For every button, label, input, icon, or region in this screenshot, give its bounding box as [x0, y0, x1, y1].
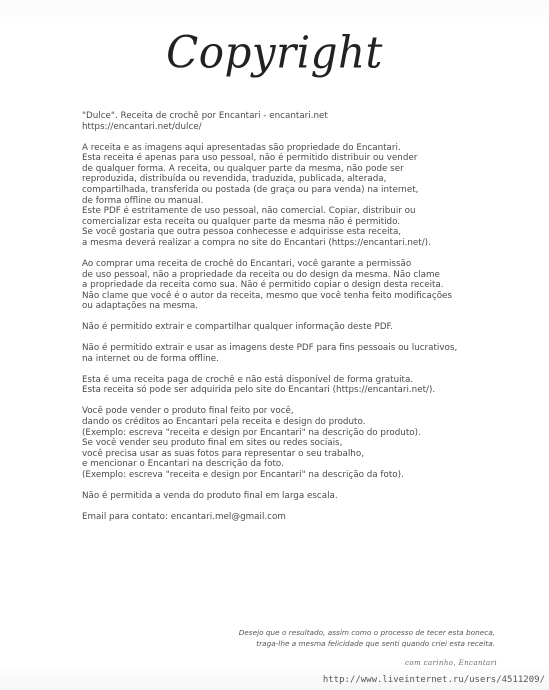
- paragraph: [82, 491, 502, 502]
- paragraph-line: dando os créditos ao Encantari pela receita e design do produto.: [82, 417, 366, 427]
- paragraph-line: compartilhada, transferida ou postada (de graça ou para venda) na internet,: [82, 184, 419, 195]
- watermark-url: http://www.liveinternet.ru/users/4511209/: [322, 675, 545, 685]
- paragraph-line: Não é permitido extrair e compartilhar qualquer informação deste PDF.: [82, 322, 393, 333]
- footer-quote-line: traga-lhe a mesma felicidade que senti quando criei esta receita.: [256, 639, 495, 648]
- paragraph-line: "Dulce". Receita de crochê por Encantari - encantari.net: [82, 111, 328, 121]
- paragraph-line: e mencionar o Encantari na descrição da foto.: [82, 459, 284, 470]
- paragraph-line: https://encantari.net/dulce/: [82, 121, 202, 132]
- paragraph-line: na internet ou de forma offline.: [82, 353, 219, 364]
- paragraph-line: de forma offline ou manual.: [82, 195, 204, 206]
- paragraph-line: comercializar esta receita ou qualquer parte da mesma não é permitido.: [82, 216, 401, 227]
- paragraph-line: Você pode vender o produto final feito por você,: [82, 406, 294, 417]
- paragraph: [82, 406, 502, 480]
- paragraph-line: de qualquer forma. A receita, ou qualquer parte da mesma, não pode ser: [82, 163, 404, 174]
- paragraph-line: Não é permitida a venda do produto final em larga escala.: [82, 490, 338, 501]
- paragraph-line: Se você vender seu produto final em sites ou redes sociais,: [82, 438, 343, 449]
- copyright-body: [82, 111, 502, 533]
- paragraph-line: Não clame que você é o autor da receita, mesmo que você tenha feito modificações: [82, 290, 452, 301]
- paragraph-line: reproduzida, distribuída ou revendida, traduzida, publicada, alterada,: [82, 174, 387, 185]
- paragraph-line: a mesma deverá realizar a compra no site do Encantari (https://encantari.net/).: [82, 237, 431, 248]
- paragraph-line: a propriedade da receita como sua. Não é permitido copiar o design desta receita.: [82, 280, 444, 291]
- paragraph: [82, 375, 502, 396]
- paragraph-line: Esta é uma receita paga de crochê e não está disponível de forma gratuita.: [82, 374, 414, 385]
- paragraph: [82, 259, 502, 312]
- paragraph-line: Esta receita só pode ser adquirida pelo site do Encantari (https://encantari.net/).: [82, 385, 436, 396]
- paragraph-line: de uso pessoal, não a propriedade da receita ou do design da mesma. Não clame: [82, 269, 440, 280]
- paragraph-line: Não é permitido extrair e usar as imagens deste PDF para fins pessoais ou lucrativos,: [82, 343, 458, 354]
- paragraph: [82, 111, 502, 132]
- signature: com carinho, Encantari: [405, 659, 497, 667]
- page-title: Copyright: [166, 26, 383, 79]
- paragraph-line: (Exemplo: escreva "receita e design por Encantari" na descrição do produto).: [82, 427, 421, 438]
- paragraph-line: A receita e as imagens aqui apresentadas são propriedade do Encantari.: [82, 142, 401, 153]
- paragraph: [82, 143, 502, 249]
- footer-quote-line: Desejo que o resultado, assim como o processo de tecer esta boneca,: [238, 628, 495, 637]
- paragraph-line: (Exemplo: escreva "receita e design por Encantari" na descrição da foto).: [82, 469, 404, 480]
- paragraph-line: Ao comprar uma receita de crochê do Encantari, você garante a permissão: [82, 258, 412, 269]
- paragraph: [82, 512, 502, 523]
- paragraph-line: Se você gostaria que outra pessoa conhecesse e adquirisse esta receita,: [82, 227, 402, 238]
- paragraph-line: Este PDF é estritamente de uso pessoal, não comercial. Copiar, distribuir ou: [82, 206, 416, 217]
- paragraph-line: você precisa usar as suas fotos para representar o seu trabalho,: [82, 448, 364, 459]
- paragraph-line: ou adaptações na mesma.: [82, 301, 199, 312]
- footer-quote: [239, 627, 495, 649]
- paragraph-line: Email para contato: encantari.mel@gmail.com: [82, 511, 286, 522]
- paragraph: [82, 322, 502, 333]
- paragraph: [82, 343, 502, 364]
- paragraph-line: Esta receita é apenas para uso pessoal, não é permitido distribuir ou vender: [82, 153, 418, 164]
